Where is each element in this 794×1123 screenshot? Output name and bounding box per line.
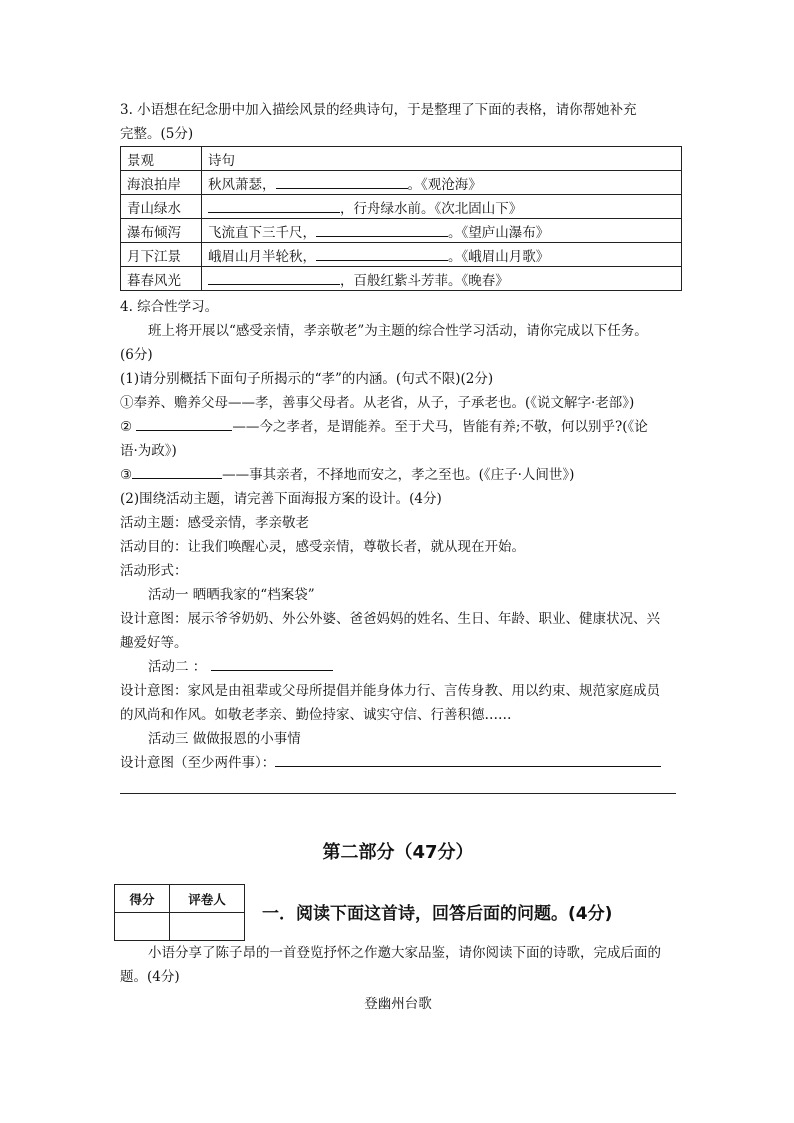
q4-item1: ①奉养、赡养父母——孝，善事父母者。从老省，从子，子承老也。(《说文解字·老部》) (120, 395, 635, 411)
answer-blank[interactable] (208, 272, 340, 285)
part-two-title: 第二部分（47分） (322, 842, 474, 863)
verse-cell: ，百般红紫斗芳菲。《晚春》 (202, 267, 682, 291)
scene-cell: 月下江景 (121, 243, 202, 267)
table-row (121, 243, 682, 267)
grader-cell[interactable] (170, 913, 245, 941)
scene-cell: 青山绿水 (121, 195, 202, 219)
verse-cell: 秋风萧瑟， 。《观沧海》 (202, 171, 682, 195)
q4-title: 4. 综合性学习。 (120, 299, 219, 315)
table-row (121, 195, 682, 219)
score-label: 得分 (115, 885, 170, 913)
answer-blank[interactable] (136, 418, 232, 431)
q4-sub1: (1)请分别概括下面句子所揭示的“孝”的内涵。(句式不限)(2分) (120, 371, 494, 387)
design-intent-three: 设计意图（至少两件事）： (120, 754, 661, 772)
design-intent-one-line2: 趣爱好等。 (120, 635, 188, 651)
q4-sub2: (2)围绕活动主题，请完善下面海报方案的设计。(4分) (120, 491, 442, 507)
design-intent-one-line1: 设计意图：展示爷爷奶奶、外公外婆、爸爸妈妈的姓名、生日、年龄、职业、健康状况、兴 (120, 611, 660, 627)
scene-cell: 瀑布倾泻 (121, 219, 202, 243)
scene-cell: 海浪拍岸 (121, 171, 202, 195)
table-row (121, 219, 682, 243)
table-row (121, 267, 682, 291)
section-heading: 一．阅读下面这首诗，回答后面的问题。(4分) (262, 904, 613, 924)
answer-blank[interactable] (316, 248, 448, 261)
answer-blank[interactable] (211, 658, 333, 671)
poetry-table (120, 146, 682, 291)
answer-blank[interactable] (276, 176, 408, 189)
activity-two: 活动二 ： (120, 658, 333, 676)
activity-three: 活动三 做做报恩的小事情 (148, 731, 301, 747)
activity-theme: 活动主题：感受亲情，孝亲敬老 (120, 515, 309, 531)
answer-line[interactable] (120, 793, 676, 794)
design-intent-two-line2: 的风尚和作风。如敬老孝亲、勤俭持家、诚实守信、行善积德…… (120, 707, 512, 723)
grader-label: 评卷人 (170, 885, 245, 913)
q3-prompt-line2: 完整。(5分) (120, 126, 194, 142)
q4-item2-cont: 语·为政》) (120, 443, 177, 459)
q4-item3: ③ ——事其亲者，不择地而安之，孝之至也。(《庄子·人间世》) (120, 467, 575, 483)
poem-intro-line1: 小语分享了陈子昂的一首登览抒怀之作邀大家品鉴，请你阅读下面的诗歌，完成后面的 (148, 945, 661, 961)
poem-intro-line2: 题。(4分) (120, 969, 180, 985)
q4-intro-line2: (6分) (120, 347, 153, 363)
table-row (121, 171, 682, 195)
verse-cell: ，行舟绿水前。《次北固山下》 (202, 195, 682, 219)
score-table (114, 884, 245, 941)
header-verse: 诗句 (202, 147, 682, 171)
q3-prompt-line1: 3. 小语想在纪念册中加入描绘风景的经典诗句，于是整理了下面的表格，请你帮她补充 (120, 102, 637, 118)
activity-one: 活动一 晒晒我家的“档案袋” (148, 587, 315, 603)
poem-title: 登幽州台歌 (364, 996, 432, 1012)
verse-cell: 峨眉山月半轮秋， 。《峨眉山月歌》 (202, 243, 682, 267)
answer-blank[interactable] (208, 200, 340, 213)
table-header-row (121, 147, 682, 171)
activity-purpose: 活动目的：让我们唤醒心灵，感受亲情，尊敬长者，就从现在开始。 (120, 539, 525, 555)
score-cell[interactable] (115, 913, 170, 941)
design-intent-two-line1: 设计意图：家风是由祖辈或父母所提倡并能身体力行、言传身教、用以约束、规范家庭成员 (120, 683, 660, 699)
header-scene: 景观 (121, 147, 202, 171)
q4-item2: ② ——今之孝者，是谓能养。至于犬马，皆能有养;不敬，何以别乎?(《论 (120, 419, 648, 435)
answer-blank[interactable] (316, 224, 448, 237)
verse-cell: 飞流直下三千尺， 。《望庐山瀑布》 (202, 219, 682, 243)
q4-intro-line1: 班上将开展以“感受亲情，孝亲敬老”为主题的综合性学习活动，请你完成以下任务。 (148, 323, 648, 339)
scene-cell: 暮春风光 (121, 267, 202, 291)
activity-form: 活动形式： (120, 563, 188, 579)
answer-blank[interactable] (132, 466, 222, 479)
answer-blank[interactable] (275, 754, 661, 767)
